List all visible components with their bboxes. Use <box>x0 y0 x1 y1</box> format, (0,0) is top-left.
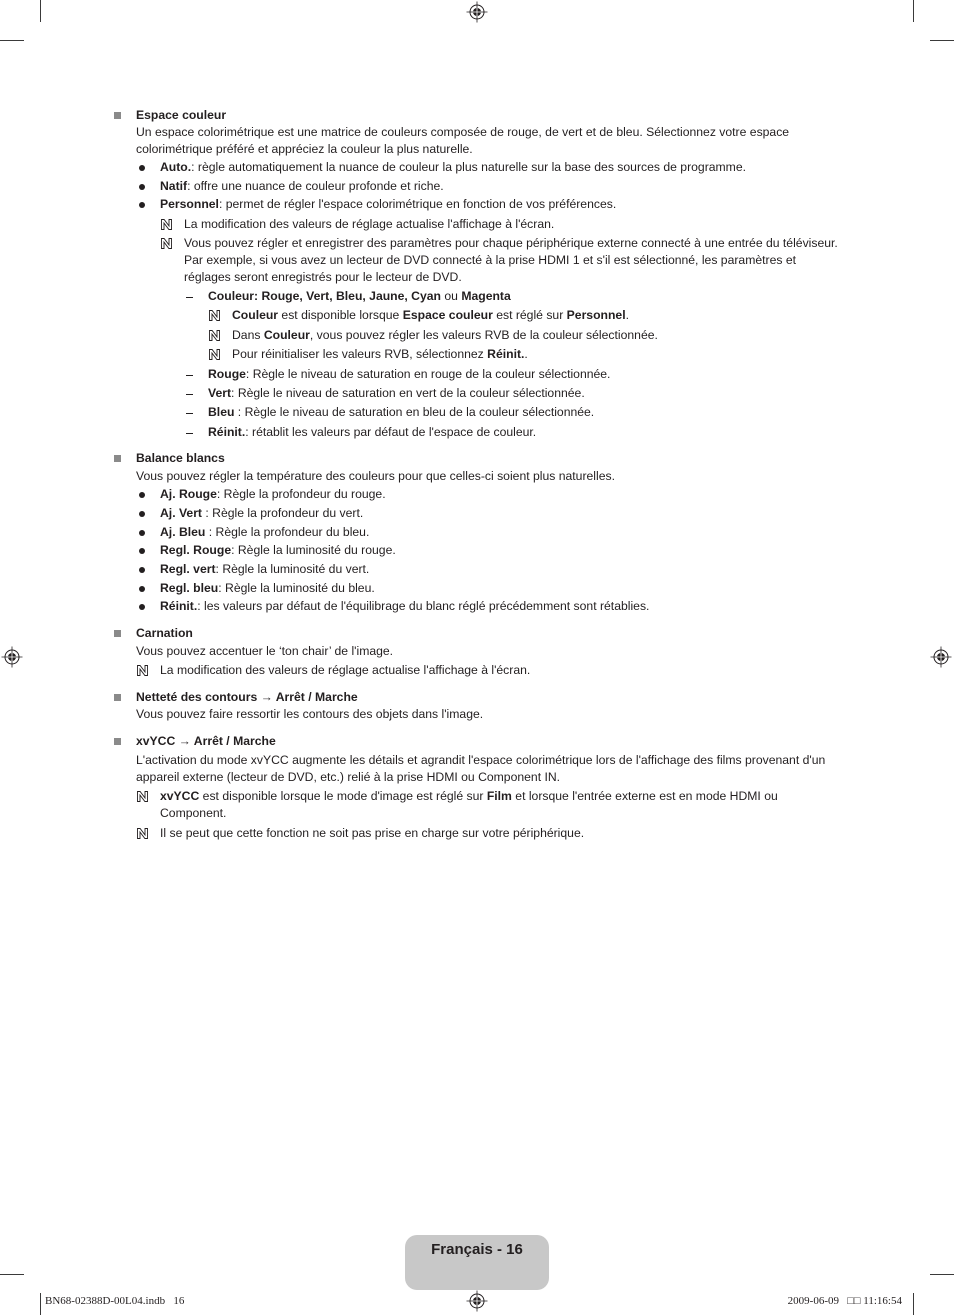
option-description: : les valeurs par défaut de l'équilibrage du blanc réglé précédemment sont rétablies. <box>197 599 650 613</box>
note-icon <box>208 348 221 361</box>
sub-option-description: : Règle le niveau de saturation en rouge de la couleur sélectionnée. <box>245 367 611 381</box>
crop-mark-top-right-vertical <box>913 0 914 22</box>
crop-mark-bottom-left-horizontal <box>0 1274 24 1275</box>
note-refresh-display <box>184 216 554 233</box>
note-text: La modification des valeurs de réglage actualise l'affichage à l'écran. <box>160 663 531 677</box>
crop-mark-top-left-horizontal <box>0 40 24 41</box>
note-text: , vous pouvez régler les valeurs RVB de la couleur sélectionnée. <box>309 328 658 342</box>
note-icon <box>160 237 173 250</box>
sub-option-description: : rétablit les valeurs par défaut de l'espace de couleur. <box>245 425 537 439</box>
option-term: Auto. <box>160 160 192 174</box>
option-description: : règle automatiquement la nuance de couleur la plus naturelle sur la base des sources de programme. <box>191 160 746 174</box>
option-regl-bleu <box>160 580 375 597</box>
option-term: Aj. Rouge <box>160 487 217 501</box>
note-term: Couleur <box>232 308 279 322</box>
option-description: : Règle la profondeur du rouge. <box>216 487 386 501</box>
round-bullet-icon <box>139 586 145 592</box>
note-term: Couleur <box>263 328 310 342</box>
option-reinit <box>160 598 649 615</box>
option-description: : offre une nuance de couleur profonde et riche. <box>187 179 444 193</box>
note-line: Vous pouvez régler et enregistrer des paramètres pour chaque périphérique externe connecté à une entrée du téléviseur. <box>184 236 838 250</box>
intro-line: Vous pouvez régler la température des couleurs pour que celles-ci soient plus naturelles. <box>136 469 615 483</box>
note-external-devices <box>184 235 838 286</box>
section-heading-carnation <box>136 625 193 642</box>
heading-text: xvYCC → Arrêt / Marche <box>136 734 276 748</box>
note-icon <box>208 309 221 322</box>
note-text: . <box>625 308 629 322</box>
option-regl-rouge <box>160 542 396 559</box>
option-term: Personnel <box>160 197 219 211</box>
option-description: : Règle la luminosité du bleu. <box>218 581 375 595</box>
sub-option-vert <box>208 385 585 402</box>
option-aj-bleu <box>160 524 369 541</box>
note-icon <box>208 329 221 342</box>
intro-line: colorimétrique préféré et appréciez la couleur la plus naturelle. <box>136 142 473 156</box>
option-aj-rouge <box>160 486 386 503</box>
note-term: xvYCC <box>160 789 200 803</box>
espace-couleur-intro <box>136 124 789 158</box>
square-bullet-icon <box>114 694 121 701</box>
intro-line: L'activation du mode xvYCC augmente les détails et agrandit l'espace colorimétrique lors de l'affichage des films provenant d'un <box>136 753 826 767</box>
option-regl-vert <box>160 561 369 578</box>
section-heading-xvycc <box>136 733 276 750</box>
dash-marker <box>186 413 193 415</box>
section-heading-espace-couleur <box>136 107 226 124</box>
sub-option-term: Couleur: Rouge, Vert, Bleu, Jaune, Cyan <box>208 289 441 303</box>
note-icon <box>136 790 149 803</box>
intro-line: Vous pouvez faire ressortir les contours des objets dans l'image. <box>136 707 484 721</box>
crop-mark-top-left-vertical <box>40 0 41 22</box>
nettete-intro <box>136 706 483 723</box>
xvycc-intro <box>136 752 825 786</box>
note-line: réglages seront enregistrés pour le lecteur de DVD. <box>184 270 462 284</box>
intro-line: appareil externe (lecteur de DVD, etc.) relié à la prise HDMI ou Component IN. <box>136 770 561 784</box>
registration-mark-icon <box>1 646 23 668</box>
print-slug-file: BN68-02388D-00L04.indb 16 <box>45 1295 185 1307</box>
sub-option-term: Bleu <box>208 405 235 419</box>
sub-option-term: Rouge <box>208 367 246 381</box>
heading-text: Balance blancs <box>136 451 225 465</box>
round-bullet-icon <box>139 567 145 573</box>
sub-option-term: Magenta <box>461 289 511 303</box>
registration-mark-icon <box>930 646 952 668</box>
dash-marker <box>186 394 193 396</box>
option-term: Regl. bleu <box>160 581 219 595</box>
note-line: Par exemple, si vous avez un lecteur de DVD connecté à la prise HDMI 1 et s'il est sélectionné, les paramètres et <box>184 253 796 267</box>
sub-option-bleu <box>208 404 594 421</box>
registration-mark-icon <box>466 1 488 23</box>
dash-marker <box>186 297 193 299</box>
page-number-label: Français - 16 <box>431 1241 523 1258</box>
sub-option-description: : Règle le niveau de saturation en bleu de la couleur sélectionnée. <box>234 405 595 419</box>
note-text: Dans <box>232 328 264 342</box>
heading-text: Carnation <box>136 626 193 640</box>
round-bullet-icon <box>139 492 145 498</box>
heading-text: Espace couleur <box>136 108 227 122</box>
note-line: Component. <box>160 806 227 820</box>
sub-option-term: Vert <box>208 386 232 400</box>
note-icon <box>136 664 149 677</box>
note-line <box>160 788 778 805</box>
crop-mark-bottom-left-vertical <box>40 1293 41 1315</box>
note-icon <box>136 827 149 840</box>
option-natif <box>160 178 444 195</box>
sub-option-connector: ou <box>440 289 462 303</box>
sub-option-description: : Règle le niveau de saturation en vert de la couleur sélectionnée. <box>231 386 585 400</box>
intro-line: Vous pouvez accentuer le ‘ton chair’ de l'image. <box>136 644 394 658</box>
round-bullet-icon <box>139 604 145 610</box>
dash-marker <box>186 433 193 435</box>
note-icon <box>160 218 173 231</box>
page-number-tab <box>405 1235 549 1290</box>
print-slug-timestamp: 2009-06-09 □□ 11:16:54 <box>787 1295 902 1307</box>
option-description: : Règle la luminosité du rouge. <box>231 543 396 557</box>
note-couleur-availability <box>232 307 629 324</box>
registration-mark-icon <box>466 1290 488 1312</box>
option-description: : Règle la profondeur du bleu. <box>205 525 370 539</box>
section-heading-nettete <box>136 689 358 706</box>
square-bullet-icon <box>114 630 121 637</box>
note-text: est réglé sur <box>492 308 567 322</box>
note-carnation-refresh <box>160 662 530 679</box>
dash-marker <box>186 375 193 377</box>
round-bullet-icon <box>139 202 145 208</box>
round-bullet-icon <box>139 165 145 171</box>
sub-option-term: Réinit. <box>208 425 246 439</box>
sub-option-couleur <box>208 288 511 305</box>
option-description: : permet de régler l'espace colorimétrique en fonction de vos préférences. <box>218 197 617 211</box>
note-term: Espace couleur <box>402 308 493 322</box>
sub-option-rouge <box>208 366 610 383</box>
option-term: Natif <box>160 179 188 193</box>
round-bullet-icon <box>139 511 145 517</box>
note-text: Pour réinitialiser les valeurs RVB, sélectionnez <box>232 347 488 361</box>
square-bullet-icon <box>114 738 121 745</box>
note-couleur-rvb <box>232 327 658 344</box>
option-term: Aj. Bleu <box>160 525 206 539</box>
note-text: . <box>524 347 528 361</box>
sub-option-reinit <box>208 424 536 441</box>
option-term: Réinit. <box>160 599 198 613</box>
option-personnel <box>160 196 616 213</box>
option-aj-vert <box>160 505 363 522</box>
square-bullet-icon <box>114 455 121 462</box>
note-xvycc-support <box>160 825 584 842</box>
note-text: est disponible lorsque le mode d'image est réglé sur <box>199 789 487 803</box>
round-bullet-icon <box>139 548 145 554</box>
crop-mark-top-right-horizontal <box>930 40 954 41</box>
round-bullet-icon <box>139 184 145 190</box>
note-term: Réinit. <box>487 347 525 361</box>
option-term: Regl. Rouge <box>160 543 232 557</box>
round-bullet-icon <box>139 530 145 536</box>
square-bullet-icon <box>114 112 121 119</box>
option-description: : Règle la luminosité du vert. <box>215 562 370 576</box>
heading-text: Netteté des contours → Arrêt / Marche <box>136 690 358 704</box>
note-term: Film <box>486 789 512 803</box>
crop-mark-bottom-right-horizontal <box>930 1274 954 1275</box>
note-couleur-reset <box>232 346 528 363</box>
intro-line: Un espace colorimétrique est une matrice de couleurs composée de rouge, de vert et de bleu. Sélectionnez votre espace <box>136 125 790 139</box>
note-text: est disponible lorsque <box>278 308 403 322</box>
option-auto <box>160 159 746 176</box>
balance-blancs-intro <box>136 468 615 485</box>
section-heading-balance-blancs <box>136 450 225 467</box>
carnation-intro <box>136 643 393 660</box>
option-term: Aj. Vert <box>160 506 202 520</box>
crop-mark-bottom-right-vertical <box>913 1293 914 1315</box>
note-text: La modification des valeurs de réglage actualise l'affichage à l'écran. <box>184 217 555 231</box>
option-description: : Règle la profondeur du vert. <box>202 506 364 520</box>
note-term: Personnel <box>566 308 626 322</box>
option-term: Regl. vert <box>160 562 216 576</box>
note-text: Il se peut que cette fonction ne soit pas prise en charge sur votre périphérique. <box>160 826 585 840</box>
note-xvycc-availability <box>160 788 778 822</box>
note-text: et lorsque l'entrée externe est en mode HDMI ou <box>511 789 778 803</box>
